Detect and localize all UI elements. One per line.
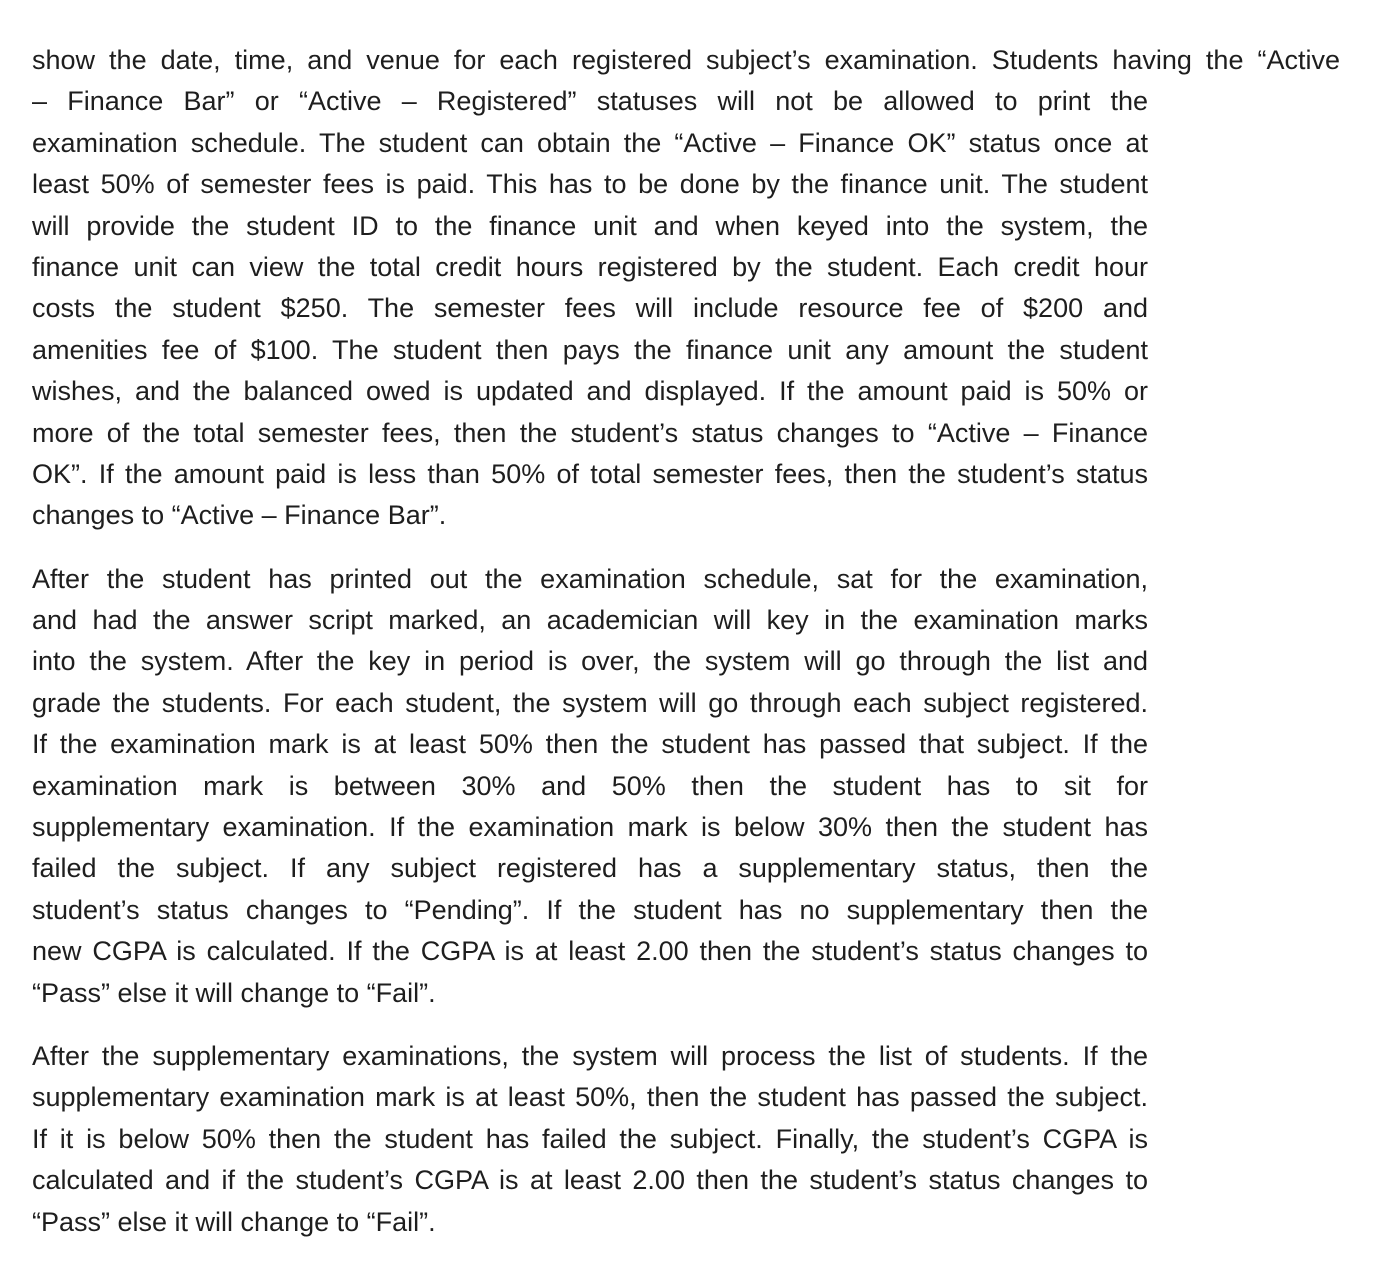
paragraph-1 [32,40,1372,537]
text-line: show the date, time, and venue for each registered subject’s examination. Students having the “Active [32,45,1340,75]
text-line: “Pass” else it will change to “Fail”. [32,977,436,1008]
text-line: will provide the student ID to the finance unit and when keyed into the system, the [32,210,1148,241]
text-line: new CGPA is calculated. If the CGPA is at least 2.00 then the student’s status changes to [32,936,1148,967]
text-line: more of the total semester fees, then the student’s status changes to “Active – Finance [32,417,1148,448]
text-line: student’s status changes to “Pending”. If the student has no supplementary then the [32,894,1148,925]
text-line: costs the student $250. The semester fees will include resource fee of $200 and [32,293,1148,324]
document-body [32,40,1372,1243]
text-line: After the student has printed out the examination schedule, sat for the examination, [32,563,1148,594]
text-line: into the system. After the key in period is over, the system will go through the list and [32,646,1148,677]
text-line: grade the students. For each student, the system will go through each subject registered. [32,687,1148,718]
text-line: supplementary examination. If the examination mark is below 30% then the student has [32,812,1148,843]
paragraph-spacer [32,1014,1372,1036]
text-line: examination mark is between 30% and 50% then the student has to sit for [32,770,1148,801]
paragraph-2 [32,559,1372,1014]
text-line: examination schedule. The student can obtain the “Active – Finance OK” status once at [32,127,1148,158]
text-line: After the supplementary examinations, the system will process the list of students. If the [32,1040,1148,1071]
text-line: wishes, and the balanced owed is updated and displayed. If the amount paid is 50% or [32,376,1148,407]
text-line: amenities fee of $100. The student then pays the finance unit any amount the student [32,334,1148,365]
text-line: least 50% of semester fees is paid. This has to be done by the finance unit. The student [32,169,1148,200]
text-line: If the examination mark is at least 50% then the student has passed that subject. If the [32,729,1148,760]
text-line: changes to “Active – Finance Bar”. [32,500,447,531]
text-line: OK”. If the amount paid is less than 50% of total semester fees, then the student’s status [32,458,1148,489]
text-line: finance unit can view the total credit hours registered by the student. Each credit hour [32,251,1148,282]
text-line: supplementary examination mark is at least 50%, then the student has passed the subject. [32,1082,1148,1113]
text-line: – Finance Bar” or “Active – Registered” statuses will not be allowed to print the [32,86,1148,117]
text-line: failed the subject. If any subject registered has a supplementary status, then the [32,853,1148,884]
text-line: and had the answer script marked, an academician will key in the examination marks [32,605,1148,636]
text-line: calculated and if the student’s CGPA is at least 2.00 then the student’s status changes to [32,1165,1148,1196]
paragraph-spacer [32,537,1372,559]
text-line: “Pass” else it will change to “Fail”. [32,1206,436,1237]
paragraph-3 [32,1036,1372,1243]
text-line: If it is below 50% then the student has failed the subject. Finally, the student’s CGPA is [32,1123,1148,1154]
